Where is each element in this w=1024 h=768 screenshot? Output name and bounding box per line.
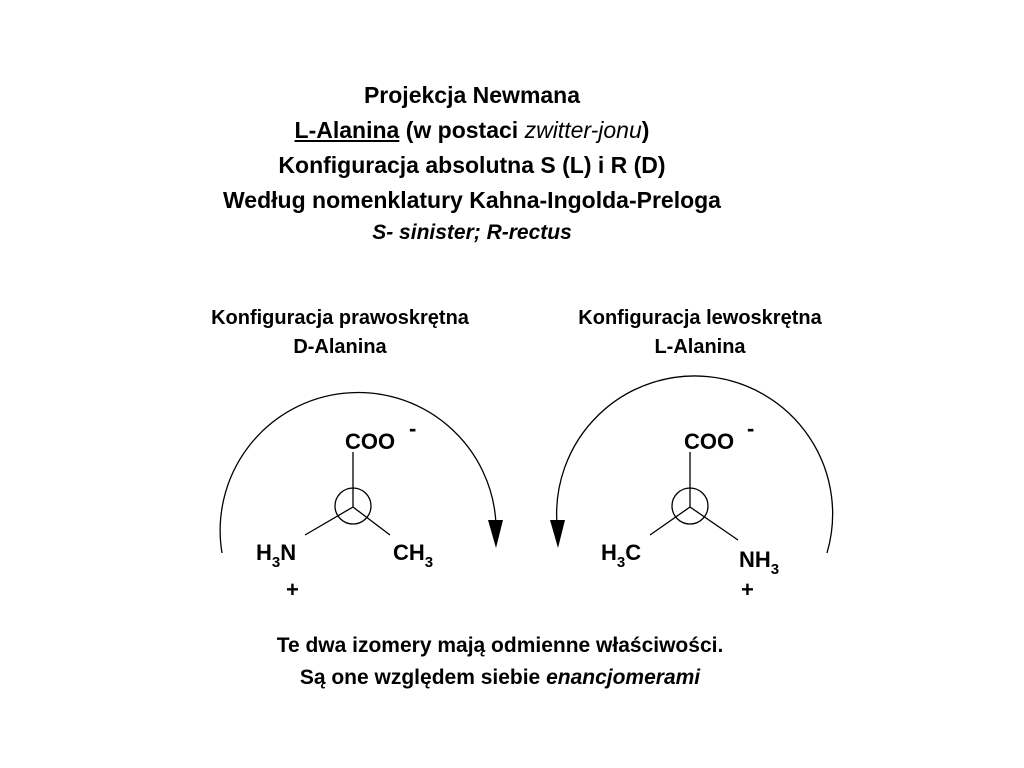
title-line-4: Według nomenklatury Kahna-Ingolda-Preloga: [223, 187, 721, 213]
footer-line-2: [0, 662, 1000, 694]
title-line-2-mid: (w postaci: [399, 117, 525, 143]
right-coo-charge: -: [747, 416, 755, 441]
left-panel-heading: Konfiguracja prawoskrętna: [211, 307, 469, 329]
footer-text: [0, 630, 1000, 694]
title-line-3: Konfiguracja absolutna S (L) i R (D): [278, 152, 666, 178]
left-bond-lower-left: [305, 507, 353, 535]
footer-line-1: Te dwa izomery mają odmienne właściwości.: [276, 634, 724, 657]
left-rotation-arrow-arc: [220, 392, 496, 553]
left-coo-charge: -: [409, 416, 417, 441]
left-bond-lower-right: [353, 507, 390, 535]
title-line-1: Projekcja Newmana: [363, 82, 581, 108]
right-nh3-charge: +: [741, 577, 754, 602]
right-rotation-arrow-arc: [557, 376, 833, 553]
left-h3n-charge: +: [286, 577, 299, 602]
left-panel-subheading: D-Alanina: [293, 336, 387, 358]
left-h3n-group: $H_3N$: [256, 540, 297, 571]
footer-line-2-plain: Są one względem siebie: [299, 666, 547, 689]
left-ch3-group: $CH_3$: [393, 540, 434, 571]
right-panel-subheading: L-Alanina: [654, 336, 746, 358]
left-rotation-arrowhead-icon: [488, 520, 503, 548]
right-coo-group: COO: [684, 429, 735, 454]
title-alanine-underlined: L-Alanina: [294, 117, 400, 143]
right-bond-lower-right: [690, 507, 738, 540]
title-line-2-italic: zwitter-jonu: [524, 117, 642, 143]
title-line-2-end: ): [641, 117, 650, 143]
title-line-5: S- sinister; R-rectus: [372, 221, 572, 244]
left-newman-projection: [220, 392, 503, 602]
right-h3c-group: $H_3C$: [601, 540, 642, 571]
right-newman-projection: [550, 376, 833, 602]
left-coo-group: COO: [345, 429, 396, 454]
right-rotation-arrowhead-icon: [550, 520, 565, 548]
right-panel-heading: Konfiguracja lewoskrętna: [578, 307, 822, 329]
right-bond-lower-left: [650, 507, 690, 535]
footer-line-2-italic: enancjomerami: [546, 666, 701, 689]
right-nh3-group: $NH_3$: [739, 547, 780, 578]
